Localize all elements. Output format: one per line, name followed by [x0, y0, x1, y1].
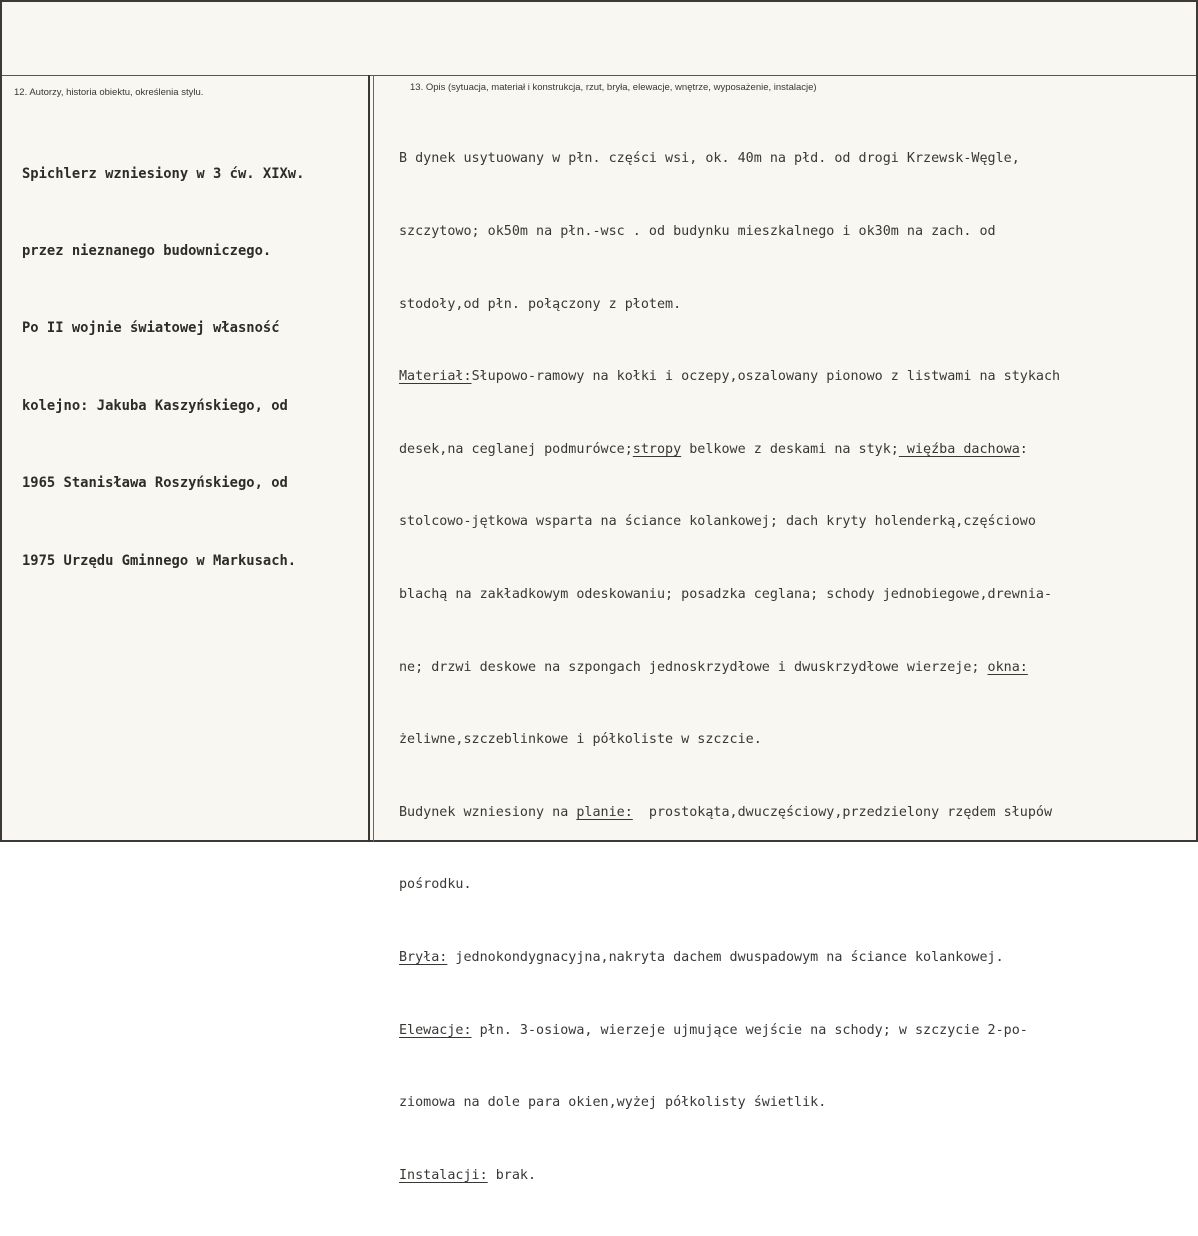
description-line: blachą na zakładkowym odeskowaniu; posadzka ceglana; schody jednobiegowe,drewnia-: [399, 586, 1053, 602]
description-line: [399, 1164, 1194, 1188]
description-segment: :: [1019, 441, 1028, 457]
description-line: [399, 656, 1194, 680]
description-segment: prostokąta,dwuczęściowy,przedzielony rzędem słupów: [632, 804, 1053, 820]
massing-label: Bryła:: [399, 949, 448, 965]
material-label: Materiał:: [399, 369, 472, 385]
description-line: B dynek usytuowany w płn. części wsi, ok. 40m na płd. od drogi Krzewsk-Węgle,: [399, 151, 1020, 167]
description-line: stodoły,od płn. połączony z płotem.: [399, 296, 682, 312]
windows-label: okna:: [987, 659, 1028, 675]
description-line: pośrodku.: [399, 877, 472, 893]
description-line: [399, 438, 1194, 462]
history-line: 1975 Urzędu Gminnego w Markusach.: [22, 552, 297, 569]
description-line: stolcowo-jętkowa wsparta na ściance kolankowej; dach kryty holenderką,częściowo: [399, 514, 1036, 530]
description-line: ziomowa na dole para okien,wyżej półkolisty świetlik.: [399, 1095, 827, 1111]
material-text: Słupowo-ramowy na kołki i oczepy,oszalowany pionowo z listwami na stykach: [471, 369, 1061, 385]
top-divider: [2, 75, 1196, 76]
installations-text: brak.: [487, 1167, 537, 1183]
description-line: żeliwne,szczeblinkowe i półkoliste w szczcie.: [399, 732, 762, 748]
elevations-text: płn. 3-osiowa, wierzeje ujmujące wejście na schody; w szczycie 2-po-: [471, 1022, 1028, 1038]
description-segment: ne; drzwi deskowe na szpongach jednoskrzydłowe i dwuskrzydłowe wierzeje;: [399, 659, 988, 675]
history-line: Po II wojnie światowej własność: [22, 320, 280, 337]
history-line: przez nieznanego budowniczego.: [22, 242, 272, 259]
column-divider-inner: [373, 75, 374, 842]
elevations-label: Elewacje:: [399, 1022, 472, 1038]
massing-text: jednokondygnacyjna,nakryta dachem dwuspadowym na ściance kolankowej.: [447, 949, 1004, 965]
description-line: [399, 1019, 1194, 1043]
stropy-label: stropy: [632, 441, 682, 457]
description-segment: desek,na ceglanej podmurówce;: [399, 441, 633, 457]
history-line: kolejno: Jakuba Kaszyńskiego, od: [22, 397, 288, 414]
column-divider: [368, 75, 370, 842]
history-line: Spichlerz wzniesiony w 3 ćw. XIXw.: [22, 165, 305, 182]
left-column-header: 12. Autorzy, historia obiektu, określenia stylu.: [14, 87, 204, 98]
right-column-header: 13. Opis (sytuacja, materiał i konstrukcja, rzut, bryła, elewacje, wnętrze, wyposażenie, instalacje): [410, 82, 817, 93]
description-line: [399, 946, 1194, 970]
description-line: [399, 801, 1194, 825]
history-line: 1965 Stanisława Roszyńskiego, od: [22, 475, 288, 492]
history-text: [22, 110, 367, 626]
description-segment: belkowe z deskami na styk;: [681, 441, 899, 457]
roof-truss-label: więźba dachowa: [898, 441, 1020, 457]
description-line: [399, 365, 1194, 389]
installations-label: Instalacji:: [399, 1167, 488, 1183]
description-segment: Budynek wzniesiony na: [399, 804, 577, 820]
description-line: szczytowo; ok50m na płn.-wsc . od budynku mieszkalnego i ok30m na zach. od: [399, 224, 996, 239]
plan-label: planie:: [576, 804, 633, 820]
description-text: [399, 99, 1194, 1236]
